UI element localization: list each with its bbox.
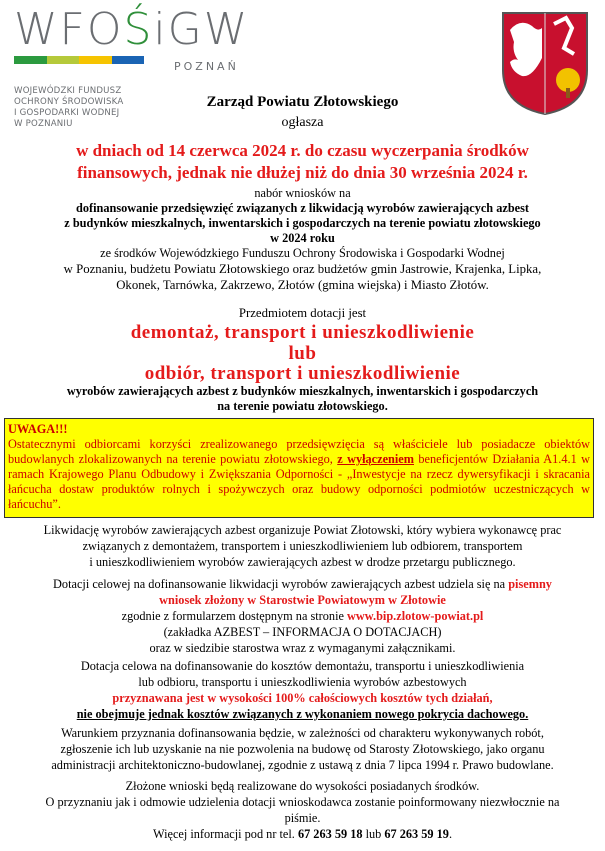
- call-line-2: z budynków mieszkalnych, inwentarskich i gospodarczych na terenie powiatu złotowskiego: [64, 216, 541, 230]
- coverage-exclusion: nie obejmuje jednak kosztów związanych z wykonaniem nowego pokrycia dachowego.: [76, 707, 529, 721]
- logo-city: POZNAŃ: [174, 60, 239, 73]
- logo-fund-name: WOJEWÓDZKI FUNDUSZ OCHRONY ŚRODOWISKA I GOSPODARKI WODNEJ W POZNANIU: [14, 86, 124, 129]
- logo-wordmark: WFOŚiGW: [14, 4, 250, 55]
- period-line-1: w dniach od 14 czerwca 2024 r. do czasu wyczerpania środków: [76, 141, 529, 160]
- apply-paragraph: Dotacji celowej na dofinansowanie likwidacji wyrobów zawierających azbest udziela się na pisemny wniosek złożony w Starostwie Powiatowym w Złotowie zgodnie z formularzem dostępnym na stronie www.bip.zlotow-powiat.pl (zakładka AZBEST – INFORMACJA O DOTACJACH) oraz w siedzibie starostwa wraz z wymaganymi załącznikami.: [20, 576, 585, 656]
- wfosigw-logo: [14, 4, 250, 129]
- organizer-name: Zarząd Powiatu Złotowskiego: [206, 94, 399, 110]
- period-line-2: finansowych, jednak nie dłużej niż do dnia 30 września 2024 r.: [77, 163, 528, 182]
- warning-emphasis: z wyłączeniem: [337, 452, 414, 466]
- call-intro: nabór wniosków na: [254, 186, 351, 200]
- logo-bar-lime: [47, 56, 80, 64]
- subject-line-2: na terenie powiatu złotowskiego.: [217, 399, 388, 413]
- logo-bar-green: [14, 56, 47, 64]
- subject-or: lub: [288, 343, 317, 364]
- organize-paragraph: Likwidację wyrobów zawierających azbest organizuje Powiat Złotowski, który wybiera wykonawcę prac związanych z demontażem, transportem i unieszkodliwieniem lub odbiorem, transportem i unieszkodliwieniem wyrobów zawierających azbest w drodze przetargu publicznego.: [43, 523, 562, 569]
- call-line-1: dofinansowanie przedsięwzięć związanych z likwidacją wyrobów zawierających azbest: [76, 201, 529, 215]
- phone-1: 67 263 59 18: [297, 827, 363, 841]
- apply-where: wniosek złożony w Starostwie Powiatowym w Złotowie: [159, 593, 446, 607]
- announces-text: ogłasza: [281, 115, 324, 130]
- logo-color-bar: [14, 56, 144, 64]
- closing-paragraph: Złożone wnioski będą realizowane do wysokości posiadanych środków. O przyznaniu jak i odmowie udzielenia dotacji wnioskodawca zostanie poinformowany niezwłocznie na piśmie. Więcej informacji pod nr tel. 67 263 59 18 lub 67 263 59 19.: [45, 779, 560, 841]
- funding-source-1: ze środków Wojewódzkiego Funduszu Ochrony Środowiska i Gospodarki Wodnej: [100, 246, 505, 260]
- logo-bar-blue: [112, 56, 145, 64]
- subject-option-2: odbiór, transport i unieszkodliwienie: [144, 363, 461, 384]
- subject-intro: Przedmiotem dotacji jest: [238, 306, 367, 320]
- funding-source-3: Okonek, Tarnówka, Zakrzewo, Złotów (gmina wiejska) i Miasto Złotów.: [116, 278, 489, 292]
- warning-title: UWAGA!!!: [8, 422, 68, 436]
- coverage-paragraph: Dotacja celowa na dofinansowanie do kosztów demontażu, transportu i unieszkodliwienia lub odbioru, transportu i unieszkodliwienia wyrobów azbestowych przyznawana jest w wysokości 100% całościowych kosztów tych działań, nie obejmuje jednak kosztów związanych z wykonaniem nowego pokrycia dachowego.: [20, 658, 585, 722]
- logo-bar-yellow: [79, 56, 112, 64]
- phone-2: 67 263 59 19: [384, 827, 449, 841]
- coverage-amount: przyznawana jest w wysokości 100% całościowych kosztów tych działań,: [112, 691, 493, 705]
- bip-link[interactable]: www.bip.zlotow-powiat.pl: [347, 609, 484, 623]
- condition-paragraph: Warunkiem przyznania dofinansowania będzie, w zależności od charakteru wykonywanych robót, zgłoszenie ich lub uzyskanie na nie pozwolenia na budowę od Starosty Złotowskiego, jako organu administracji architektoniczno-budowlanej, zgodnie z ustawą z dnia 7 lipca 1994 r. Prawo budowlane.: [51, 726, 554, 772]
- subject-line-1: wyrobów zawierających azbest z budynków mieszkalnych, inwentarskich i gospodarczych: [66, 384, 539, 398]
- warning-box: [4, 418, 594, 518]
- funding-source-2: w Poznaniu, budżetu Powiatu Złotowskiego oraz budżetów gmin Jastrowie, Krajenka, Lipka,: [63, 262, 542, 276]
- call-line-3: w 2024 roku: [270, 231, 335, 245]
- warning-body: Ostatecznymi odbiorcami korzyści zrealizowanego przedsięwzięcia są właściciele lub posiadacze obiektów budowlanych zlokalizowanych na terenie powiatu złotowskiego, z wyłączeniem beneficjentów Działania A1.4.1 w ramach Krajowego Planu Odbudowy i Zwiększania Odporności - „Inwestycje na rzecz dywersyfikacji i skracania łańcucha dostaw produktów rolnych i spożywczych oraz budowy odporności podmiotów uczestniczących w łańcuchu”.: [8, 437, 590, 511]
- subject-option-1: demontaż, transport i unieszkodliwienie: [130, 322, 475, 343]
